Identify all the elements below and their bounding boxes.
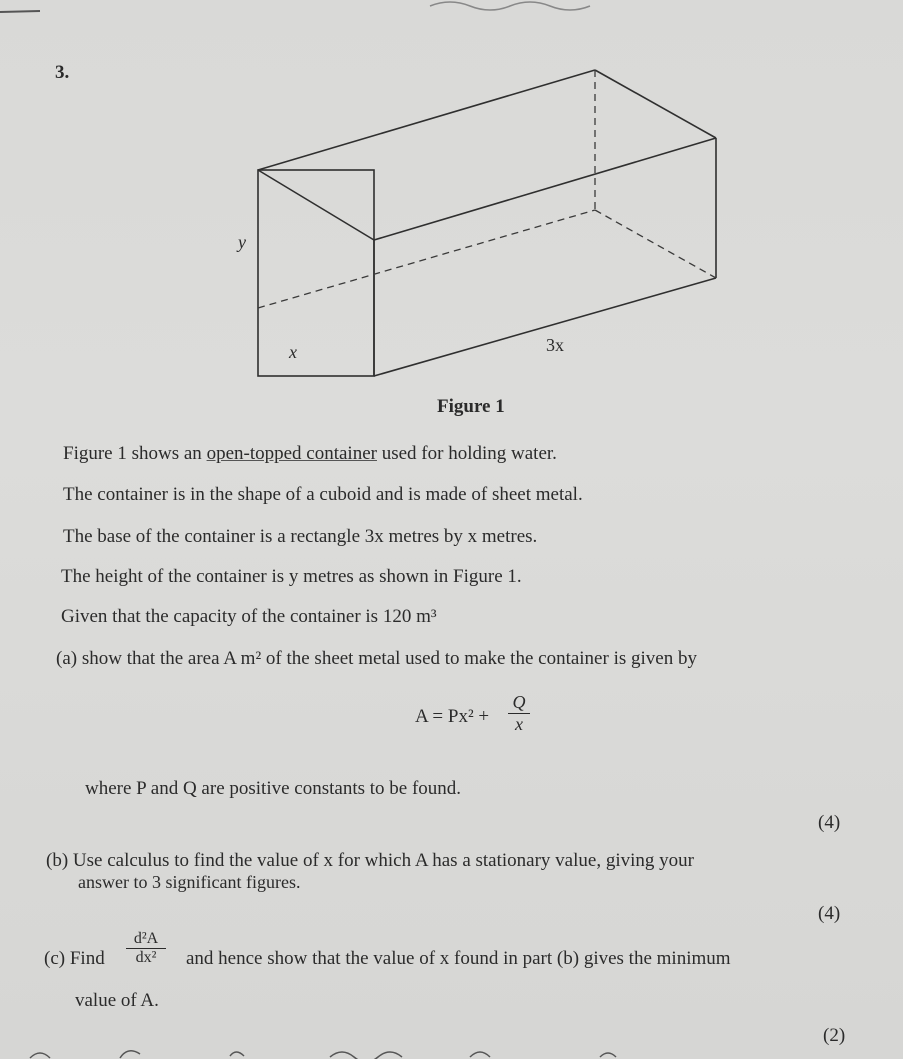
part-c-line-2: value of A.: [75, 990, 159, 1011]
part-c-start: [44, 948, 105, 970]
intro-line-5: [61, 606, 437, 628]
intro-line-5-pre: Given that the capacity of the container is: [61, 606, 383, 627]
second-derivative-fraction: [126, 930, 166, 967]
label-3x: 3x: [546, 335, 564, 355]
label-y: y: [238, 232, 246, 252]
part-c-line-1: and hence show that the value of x found in part (b) gives the minimum: [186, 948, 731, 969]
formula-numerator: Q: [508, 692, 530, 714]
cuboid-diagram: [0, 0, 903, 420]
capacity-value: 120 m³: [382, 606, 437, 627]
question-number: 3.: [55, 62, 70, 83]
top-back-edge: [595, 70, 716, 138]
part-b-line-1: Use calculus to find the value of x for which A has a stationary value, giving your: [72, 850, 694, 871]
bottom-right-edge: [374, 278, 716, 376]
intro-line-2: The container is in the shape of a cuboid and is made of sheet metal.: [63, 484, 583, 505]
second-derivative-numerator: d²A: [126, 930, 166, 949]
part-b: [46, 850, 694, 872]
part-b-marks: (4): [818, 903, 841, 924]
second-derivative-denominator: dx²: [135, 949, 157, 966]
intro-line-1-post: used for holding water.: [376, 443, 557, 464]
formula-denominator: x: [515, 714, 523, 734]
intro-underlined-phrase: open-topped container: [206, 443, 377, 464]
intro-line-1: [63, 443, 557, 465]
part-a-text: show that the area A m² of the sheet metal used to make the container is given by: [81, 648, 697, 669]
part-c-marks: (2): [823, 1025, 846, 1046]
part-b-label: (b): [46, 850, 69, 871]
label-x: x: [289, 342, 297, 362]
part-c-find: Find: [69, 948, 105, 969]
part-a-where: where P and Q are positive constants to be found.: [85, 778, 462, 799]
top-back-left-edge: [258, 70, 595, 170]
part-a-marks: (4): [818, 812, 841, 833]
figure-caption: Figure 1: [437, 396, 505, 417]
part-b-line-2: answer to 3 significant figures.: [78, 872, 301, 892]
part-a-label: (a): [56, 648, 78, 669]
intro-line-3: The base of the container is a rectangle 3x metres by x metres.: [63, 526, 538, 547]
intro-line-1-pre: Figure 1 shows an: [63, 443, 207, 464]
front-face: [258, 170, 374, 376]
bottom-edge-scribble: [0, 1040, 903, 1059]
top-front-edge: [374, 138, 716, 240]
formula-lhs: A = Px² +: [415, 706, 490, 727]
part-c-label: (c): [44, 948, 66, 969]
formula-fraction: [508, 692, 530, 735]
hidden-bottom-back-edge: [595, 210, 716, 278]
top-left-edge: [258, 170, 374, 240]
part-a: [56, 648, 697, 670]
intro-line-4: The height of the container is y metres as shown in Figure 1.: [61, 566, 522, 587]
